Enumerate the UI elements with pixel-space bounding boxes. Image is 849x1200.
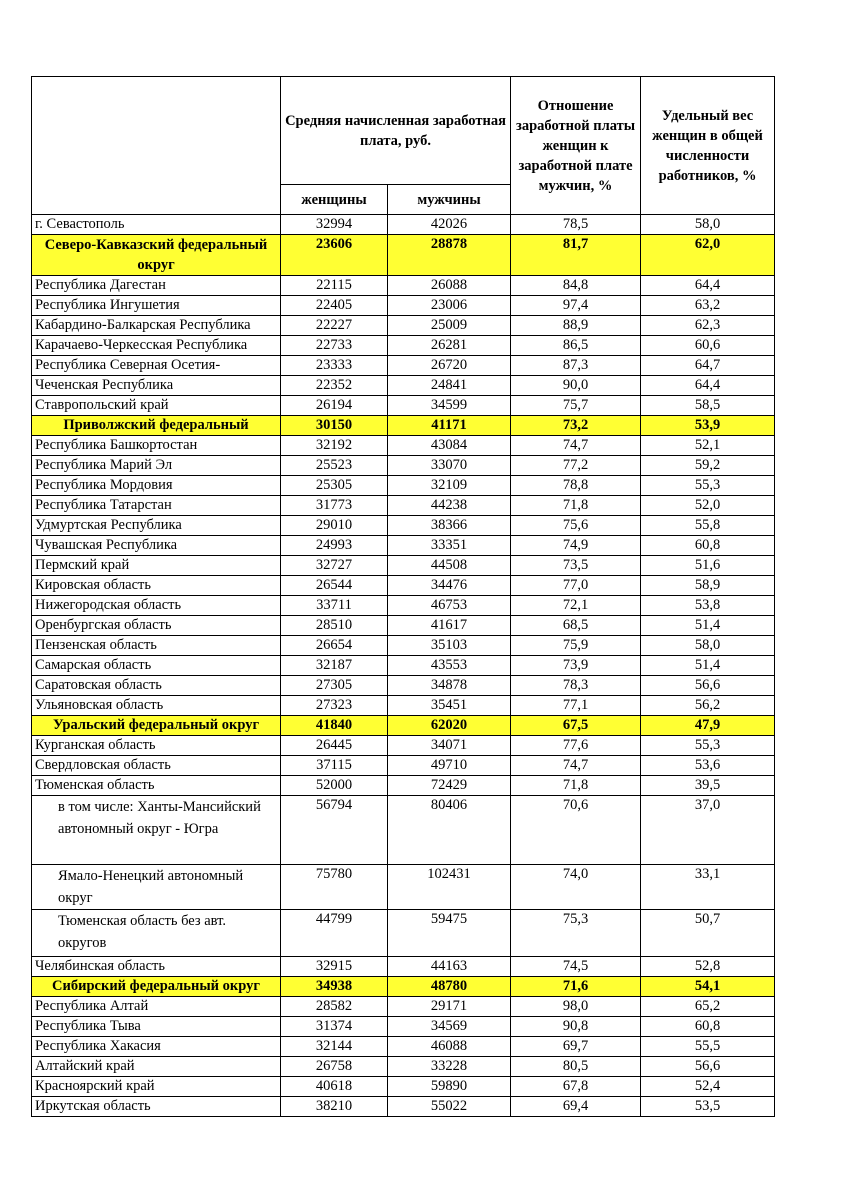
region-name: Пензенская область	[32, 636, 281, 656]
share-value: 60,8	[641, 536, 775, 556]
women-salary: 24993	[281, 536, 388, 556]
table-row	[32, 276, 775, 296]
region-name: в том числе: Ханты-Мансийский автономный округ - Югра	[32, 796, 281, 865]
table-row	[32, 436, 775, 456]
region-name: Сибирский федеральный округ	[32, 977, 281, 997]
region-name: Республика Алтай	[32, 997, 281, 1017]
men-salary: 26281	[388, 336, 511, 356]
table-row	[32, 616, 775, 636]
region-name: Тюменская область	[32, 776, 281, 796]
women-salary: 26654	[281, 636, 388, 656]
men-salary: 34071	[388, 736, 511, 756]
region-name: Чеченская Республика	[32, 376, 281, 396]
share-value: 51,6	[641, 556, 775, 576]
women-salary: 22115	[281, 276, 388, 296]
table-row	[32, 576, 775, 596]
table-row	[32, 1077, 775, 1097]
region-name: Республика Дагестан	[32, 276, 281, 296]
ratio-value: 90,0	[511, 376, 641, 396]
table-row	[32, 336, 775, 356]
men-salary: 44238	[388, 496, 511, 516]
region-name: Кировская область	[32, 576, 281, 596]
share-value: 62,0	[641, 235, 775, 276]
table-row	[32, 556, 775, 576]
share-value: 56,6	[641, 1057, 775, 1077]
region-name: Свердловская область	[32, 756, 281, 776]
table-row	[32, 456, 775, 476]
table-row	[32, 316, 775, 336]
region-name: Республика Северная Осетия-	[32, 356, 281, 376]
ratio-value: 75,7	[511, 396, 641, 416]
share-value: 52,0	[641, 496, 775, 516]
table-row	[32, 696, 775, 716]
share-value: 47,9	[641, 716, 775, 736]
men-salary: 28878	[388, 235, 511, 276]
share-value: 55,3	[641, 736, 775, 756]
men-salary: 34569	[388, 1017, 511, 1037]
women-salary: 32144	[281, 1037, 388, 1057]
men-salary: 33351	[388, 536, 511, 556]
men-salary: 35103	[388, 636, 511, 656]
share-value: 60,6	[641, 336, 775, 356]
region-name: Ямало-Ненецкий автономный округ	[32, 865, 281, 910]
region-name: Республика Тыва	[32, 1017, 281, 1037]
men-salary: 102431	[388, 865, 511, 910]
share-value: 60,8	[641, 1017, 775, 1037]
ratio-value: 78,5	[511, 215, 641, 235]
men-salary: 48780	[388, 977, 511, 997]
region-name: Самарская область	[32, 656, 281, 676]
ratio-value: 74,9	[511, 536, 641, 556]
ratio-value: 71,8	[511, 776, 641, 796]
men-salary: 29171	[388, 997, 511, 1017]
region-name: Республика Башкортостан	[32, 436, 281, 456]
women-salary: 25305	[281, 476, 388, 496]
table-row	[32, 716, 775, 736]
region-name: Оренбургская область	[32, 616, 281, 636]
ratio-value: 73,2	[511, 416, 641, 436]
men-salary: 59475	[388, 910, 511, 957]
ratio-value: 78,3	[511, 676, 641, 696]
share-value: 53,6	[641, 756, 775, 776]
women-salary: 31773	[281, 496, 388, 516]
region-name: Ставропольский край	[32, 396, 281, 416]
ratio-value: 71,6	[511, 977, 641, 997]
table-row	[32, 235, 775, 276]
ratio-value: 81,7	[511, 235, 641, 276]
share-value: 56,6	[641, 676, 775, 696]
ratio-value: 87,3	[511, 356, 641, 376]
region-name: Удмуртская Республика	[32, 516, 281, 536]
table-row	[32, 796, 775, 865]
table-row	[32, 997, 775, 1017]
ratio-value: 75,9	[511, 636, 641, 656]
women-salary: 22733	[281, 336, 388, 356]
ratio-value: 75,6	[511, 516, 641, 536]
share-value: 64,4	[641, 276, 775, 296]
men-salary: 41171	[388, 416, 511, 436]
header-share: Удельный вес женщин в общей численности работников, %	[641, 77, 775, 215]
ratio-value: 67,8	[511, 1077, 641, 1097]
share-value: 52,1	[641, 436, 775, 456]
share-value: 58,5	[641, 396, 775, 416]
women-salary: 37115	[281, 756, 388, 776]
region-name: Челябинская область	[32, 957, 281, 977]
table-row	[32, 356, 775, 376]
ratio-value: 86,5	[511, 336, 641, 356]
women-salary: 22352	[281, 376, 388, 396]
table-row	[32, 776, 775, 796]
ratio-value: 74,7	[511, 436, 641, 456]
table-row	[32, 736, 775, 756]
women-salary: 32994	[281, 215, 388, 235]
share-value: 64,7	[641, 356, 775, 376]
ratio-value: 77,0	[511, 576, 641, 596]
women-salary: 32192	[281, 436, 388, 456]
ratio-value: 98,0	[511, 997, 641, 1017]
region-name: Республика Марий Эл	[32, 456, 281, 476]
share-value: 59,2	[641, 456, 775, 476]
table-row	[32, 910, 775, 957]
ratio-value: 75,3	[511, 910, 641, 957]
men-salary: 43084	[388, 436, 511, 456]
women-salary: 25523	[281, 456, 388, 476]
region-name: Республика Татарстан	[32, 496, 281, 516]
ratio-value: 84,8	[511, 276, 641, 296]
ratio-value: 74,7	[511, 756, 641, 776]
women-salary: 30150	[281, 416, 388, 436]
share-value: 62,3	[641, 316, 775, 336]
share-value: 58,9	[641, 576, 775, 596]
region-name: Саратовская область	[32, 676, 281, 696]
men-salary: 43553	[388, 656, 511, 676]
header-men: мужчины	[388, 185, 511, 215]
header-region	[32, 77, 281, 215]
header-salary-group: Средняя начисленная заработная плата, руб.	[281, 77, 511, 185]
ratio-value: 69,7	[511, 1037, 641, 1057]
men-salary: 59890	[388, 1077, 511, 1097]
table-row	[32, 536, 775, 556]
men-salary: 34878	[388, 676, 511, 696]
women-salary: 56794	[281, 796, 388, 865]
share-value: 55,8	[641, 516, 775, 536]
men-salary: 23006	[388, 296, 511, 316]
ratio-value: 97,4	[511, 296, 641, 316]
share-value: 51,4	[641, 656, 775, 676]
table-row	[32, 676, 775, 696]
table-row	[32, 396, 775, 416]
men-salary: 42026	[388, 215, 511, 235]
region-name: Пермский край	[32, 556, 281, 576]
men-salary: 55022	[388, 1097, 511, 1117]
men-salary: 25009	[388, 316, 511, 336]
share-value: 58,0	[641, 636, 775, 656]
header-women: женщины	[281, 185, 388, 215]
women-salary: 28510	[281, 616, 388, 636]
region-name: Алтайский край	[32, 1057, 281, 1077]
ratio-value: 78,8	[511, 476, 641, 496]
share-value: 55,5	[641, 1037, 775, 1057]
ratio-value: 71,8	[511, 496, 641, 516]
men-salary: 26088	[388, 276, 511, 296]
ratio-value: 80,5	[511, 1057, 641, 1077]
women-salary: 32727	[281, 556, 388, 576]
ratio-value: 70,6	[511, 796, 641, 865]
share-value: 51,4	[641, 616, 775, 636]
men-salary: 46088	[388, 1037, 511, 1057]
ratio-value: 73,5	[511, 556, 641, 576]
share-value: 50,7	[641, 910, 775, 957]
region-name: Тюменская область без авт. округов	[32, 910, 281, 957]
share-value: 53,5	[641, 1097, 775, 1117]
women-salary: 23333	[281, 356, 388, 376]
ratio-value: 90,8	[511, 1017, 641, 1037]
region-name: Приволжский федеральный	[32, 416, 281, 436]
ratio-value: 74,5	[511, 957, 641, 977]
region-name: Нижегородская область	[32, 596, 281, 616]
share-value: 54,1	[641, 977, 775, 997]
ratio-value: 88,9	[511, 316, 641, 336]
men-salary: 34476	[388, 576, 511, 596]
men-salary: 44163	[388, 957, 511, 977]
region-name: г. Севастополь	[32, 215, 281, 235]
share-value: 55,3	[641, 476, 775, 496]
header-ratio: Отношение заработной платы женщин к заработной плате мужчин, %	[511, 77, 641, 215]
men-salary: 26720	[388, 356, 511, 376]
share-value: 53,8	[641, 596, 775, 616]
women-salary: 22227	[281, 316, 388, 336]
women-salary: 31374	[281, 1017, 388, 1037]
men-salary: 38366	[388, 516, 511, 536]
table-row	[32, 376, 775, 396]
table-row	[32, 516, 775, 536]
ratio-value: 68,5	[511, 616, 641, 636]
ratio-value: 77,2	[511, 456, 641, 476]
ratio-value: 73,9	[511, 656, 641, 676]
region-name: Чувашская Республика	[32, 536, 281, 556]
share-value: 58,0	[641, 215, 775, 235]
share-value: 37,0	[641, 796, 775, 865]
men-salary: 49710	[388, 756, 511, 776]
share-value: 52,4	[641, 1077, 775, 1097]
share-value: 52,8	[641, 957, 775, 977]
region-name: Кабардино-Балкарская Республика	[32, 316, 281, 336]
women-salary: 29010	[281, 516, 388, 536]
men-salary: 24841	[388, 376, 511, 396]
region-name: Республика Хакасия	[32, 1037, 281, 1057]
women-salary: 40618	[281, 1077, 388, 1097]
table-row	[32, 476, 775, 496]
table-row	[32, 596, 775, 616]
women-salary: 27323	[281, 696, 388, 716]
men-salary: 44508	[388, 556, 511, 576]
region-name: Республика Мордовия	[32, 476, 281, 496]
men-salary: 35451	[388, 696, 511, 716]
region-name: Курганская область	[32, 736, 281, 756]
region-name: Республика Ингушетия	[32, 296, 281, 316]
share-value: 63,2	[641, 296, 775, 316]
table-row	[32, 416, 775, 436]
women-salary: 34938	[281, 977, 388, 997]
table-row	[32, 865, 775, 910]
region-name: Уральский федеральный округ	[32, 716, 281, 736]
region-name: Северо-Кавказский федеральный округ	[32, 235, 281, 276]
share-value: 65,2	[641, 997, 775, 1017]
region-name: Красноярский край	[32, 1077, 281, 1097]
women-salary: 41840	[281, 716, 388, 736]
men-salary: 33228	[388, 1057, 511, 1077]
table-row	[32, 957, 775, 977]
table-row	[32, 296, 775, 316]
share-value: 39,5	[641, 776, 775, 796]
wage-table	[31, 76, 775, 1117]
table-row	[32, 656, 775, 676]
ratio-value: 77,1	[511, 696, 641, 716]
table-body	[32, 215, 775, 1117]
table-row	[32, 496, 775, 516]
table-row	[32, 215, 775, 235]
men-salary: 46753	[388, 596, 511, 616]
table-row	[32, 1097, 775, 1117]
share-value: 33,1	[641, 865, 775, 910]
region-name: Карачаево-Черкесская Республика	[32, 336, 281, 356]
men-salary: 62020	[388, 716, 511, 736]
women-salary: 26758	[281, 1057, 388, 1077]
share-value: 53,9	[641, 416, 775, 436]
region-name: Иркутская область	[32, 1097, 281, 1117]
women-salary: 22405	[281, 296, 388, 316]
women-salary: 28582	[281, 997, 388, 1017]
ratio-value: 69,4	[511, 1097, 641, 1117]
women-salary: 26544	[281, 576, 388, 596]
men-salary: 41617	[388, 616, 511, 636]
table-row	[32, 1057, 775, 1077]
table-row	[32, 1017, 775, 1037]
ratio-value: 77,6	[511, 736, 641, 756]
men-salary: 80406	[388, 796, 511, 865]
women-salary: 44799	[281, 910, 388, 957]
women-salary: 26194	[281, 396, 388, 416]
women-salary: 23606	[281, 235, 388, 276]
table-row	[32, 977, 775, 997]
share-value: 64,4	[641, 376, 775, 396]
women-salary: 75780	[281, 865, 388, 910]
women-salary: 52000	[281, 776, 388, 796]
women-salary: 33711	[281, 596, 388, 616]
women-salary: 27305	[281, 676, 388, 696]
ratio-value: 74,0	[511, 865, 641, 910]
ratio-value: 67,5	[511, 716, 641, 736]
table-row	[32, 756, 775, 776]
share-value: 56,2	[641, 696, 775, 716]
men-salary: 72429	[388, 776, 511, 796]
women-salary: 38210	[281, 1097, 388, 1117]
table-row	[32, 636, 775, 656]
ratio-value: 72,1	[511, 596, 641, 616]
women-salary: 32915	[281, 957, 388, 977]
women-salary: 26445	[281, 736, 388, 756]
women-salary: 32187	[281, 656, 388, 676]
men-salary: 33070	[388, 456, 511, 476]
men-salary: 34599	[388, 396, 511, 416]
table-row	[32, 1037, 775, 1057]
men-salary: 32109	[388, 476, 511, 496]
region-name: Ульяновская область	[32, 696, 281, 716]
